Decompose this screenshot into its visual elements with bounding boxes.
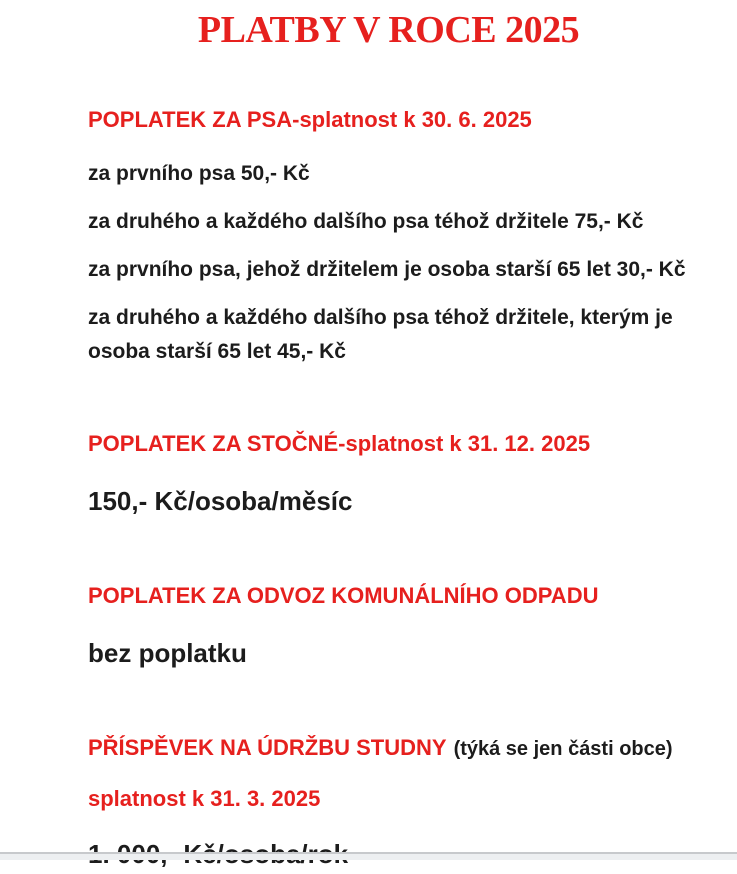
well-contribution-heading-note: (týká se jen části obce) — [453, 738, 673, 760]
section-sewage-fee — [88, 431, 689, 521]
section-waste-fee-heading: POPLATEK ZA ODVOZ KOMUNÁLNÍHO ODPADU — [88, 583, 599, 608]
dog-fee-first-dog-senior: za prvního psa, jehož držitelem je osoba starší 65 let 30,- Kč — [88, 258, 686, 281]
page-title: PLATBY V ROCE 2025 — [197, 9, 580, 51]
page-bottom-edge — [0, 852, 737, 860]
well-contribution-due-date: splatnost k 31. 3. 2025 — [88, 786, 321, 811]
section-dog-fee — [88, 107, 689, 369]
sewage-fee-amount: 150,- Kč/osoba/měsíc — [88, 486, 353, 516]
dog-fee-first-dog: za prvního psa 50,- Kč — [88, 162, 310, 185]
section-dog-fee-heading: POPLATEK ZA PSA-splatnost k 30. 6. 2025 — [88, 107, 532, 132]
waste-fee-amount: bez poplatku — [88, 638, 247, 668]
dog-fee-additional-dog: za druhého a každého dalšího psa téhož držitele 75,- Kč — [88, 210, 644, 233]
section-waste-fee — [88, 583, 689, 673]
section-sewage-fee-heading: POPLATEK ZA STOČNÉ-splatnost k 31. 12. 2025 — [88, 431, 591, 456]
section-well-contribution-heading — [88, 735, 689, 762]
dog-fee-additional-dog-senior: za druhého a každého dalšího psa téhož držitele, kterým je osoba starší 65 let 45,- Kč — [88, 306, 673, 363]
well-contribution-heading-text: PŘÍSPĚVEK NA ÚDRŽBU STUDNY — [88, 735, 447, 760]
